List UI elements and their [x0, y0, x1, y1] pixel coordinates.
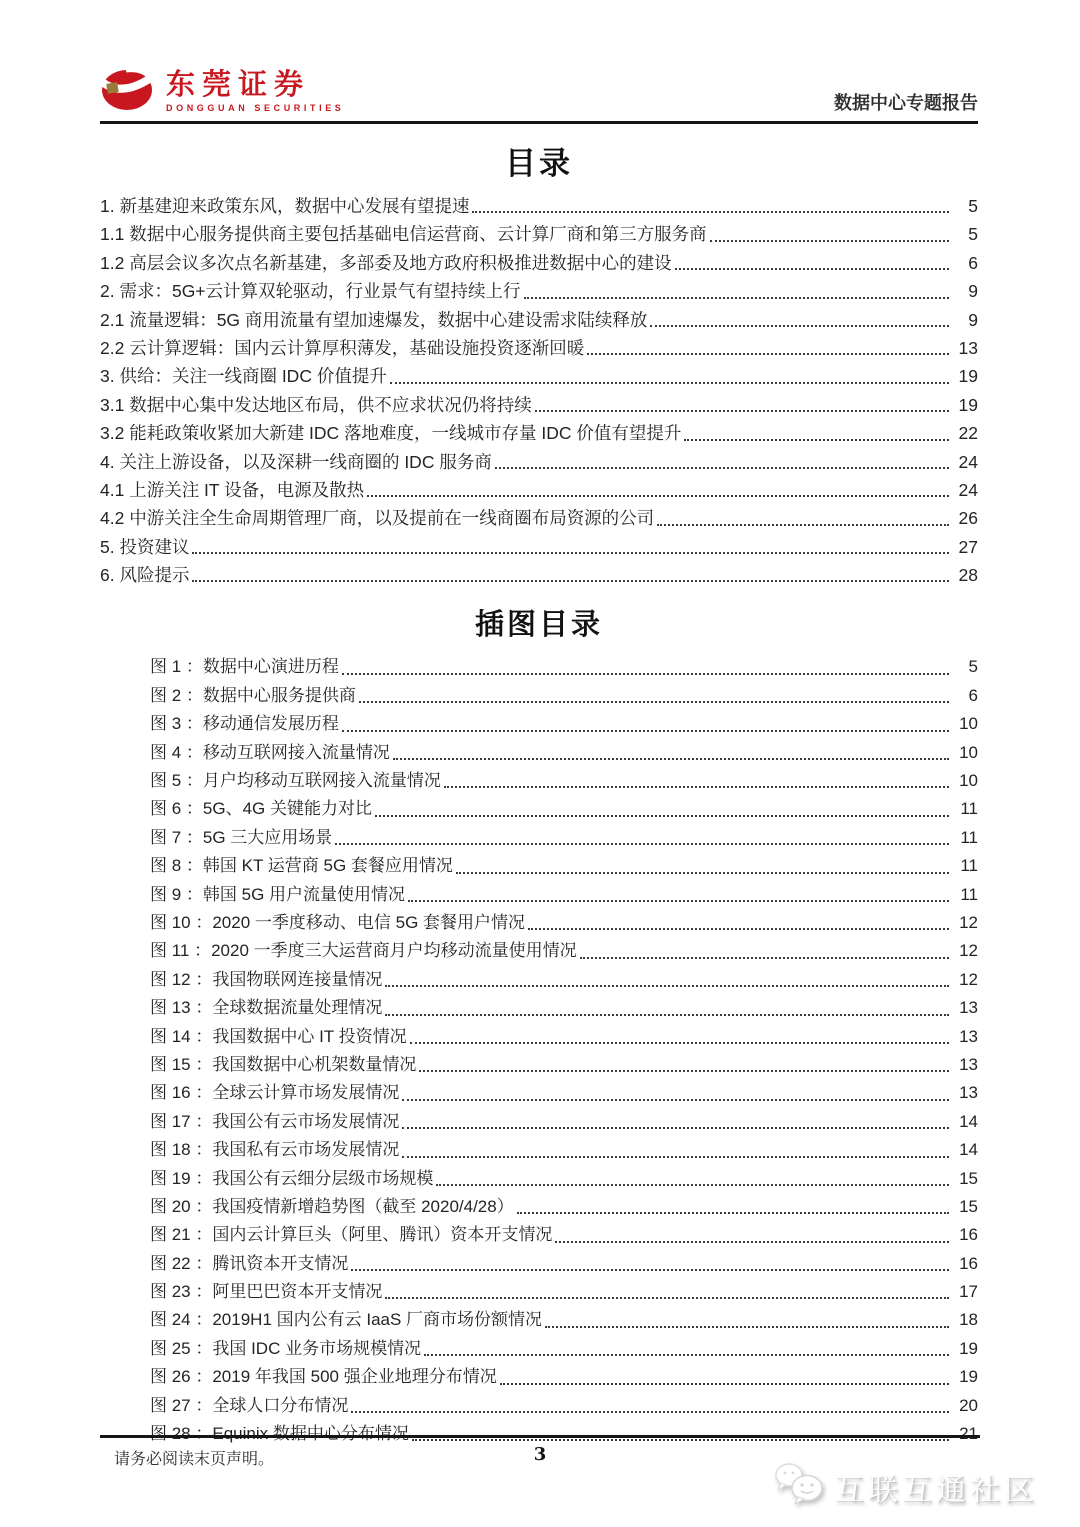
toc-entry-label: 4.1 上游关注 IT 设备，电源及散热 — [100, 479, 365, 500]
figure-entry-page: 13 — [959, 1054, 978, 1074]
figure-entry-label: 图 26 ：2019 年我国 500 强企业地理分布情况 — [150, 1367, 497, 1387]
toc-entry-page: 6 — [968, 252, 978, 273]
figure-entry-label: 图 7 ：5G 三大应用场景 — [150, 827, 333, 847]
figure-toc-entry[interactable] — [100, 1023, 978, 1051]
toc-entry-label: 3.1 数据中心集中发达地区布局，供不应求状况仍将持续 — [100, 394, 532, 415]
figure-toc-entry[interactable] — [100, 881, 978, 909]
dot-leader — [528, 928, 949, 930]
figure-entry-label: 图 8 ：韩国 KT 运营商 5G 套餐应用情况 — [150, 856, 453, 876]
toc-entry[interactable] — [100, 249, 978, 277]
figure-entry-label: 图 1 ：数据中心演进历程 — [150, 657, 339, 677]
figure-entry-label: 图 28 ：Equinix 数据中心分布情况 — [150, 1424, 409, 1444]
figure-entry-page: 20 — [959, 1395, 978, 1415]
figure-entry-label: 图 2 ：数据中心服务提供商 — [150, 685, 356, 705]
toc-title: 目录 — [505, 146, 573, 181]
dot-leader — [495, 467, 949, 469]
dot-leader — [524, 297, 949, 299]
figure-list — [100, 653, 978, 1448]
page-header — [0, 0, 1080, 124]
dot-leader — [390, 382, 949, 384]
figure-entry-page: 12 — [959, 969, 978, 989]
toc-entry[interactable] — [100, 362, 978, 390]
figure-entry-label: 图 4 ：移动互联网接入流量情况 — [150, 742, 390, 762]
figure-entry-page: 17 — [959, 1282, 978, 1302]
figure-entry-page: 15 — [959, 1168, 978, 1188]
toc-entry-label: 1.1 数据中心服务提供商主要包括基础电信运营商、云计算厂商和第三方服务商 — [100, 224, 707, 245]
dot-leader — [192, 552, 949, 554]
dot-leader — [385, 1014, 949, 1016]
figure-entry-page: 21 — [959, 1424, 978, 1444]
toc-entry[interactable] — [100, 561, 978, 589]
dot-leader — [456, 872, 949, 874]
toc-entry-label: 2.1 流量逻辑：5G 商用流量有望加速爆发，数据中心建设需求陆续释放 — [100, 309, 648, 330]
dot-leader — [402, 1127, 949, 1129]
figure-toc-entry[interactable] — [100, 710, 978, 738]
dot-leader — [555, 1241, 949, 1243]
dot-leader — [684, 439, 949, 441]
figure-entry-label: 图 15 ：我国数据中心机架数量情况 — [150, 1054, 417, 1074]
dot-leader — [500, 1383, 949, 1385]
dot-leader — [675, 268, 949, 270]
figure-entry-label: 图 23 ：阿里巴巴资本开支情况 — [150, 1282, 383, 1302]
figure-entry-label: 图 9 ：韩国 5G 用户流量使用情况 — [150, 884, 406, 904]
figure-toc-entry[interactable] — [100, 1335, 978, 1363]
dot-leader — [402, 1156, 949, 1158]
dot-leader — [517, 1212, 949, 1214]
figure-toc-entry[interactable] — [100, 1306, 978, 1334]
figure-entry-page: 13 — [959, 1083, 978, 1103]
figure-entry-page: 12 — [959, 912, 978, 932]
toc-entry[interactable] — [100, 277, 978, 305]
figure-entry-label: 图 11 ：2020 一季度三大运营商月户均移动流量使用情况 — [150, 941, 577, 961]
figure-entry-page: 12 — [959, 941, 978, 961]
toc-entry[interactable] — [100, 306, 978, 334]
figure-entry-page: 14 — [959, 1140, 978, 1160]
figure-entry-page: 16 — [959, 1225, 978, 1245]
figure-entry-page: 15 — [959, 1196, 978, 1216]
figure-entry-page: 19 — [959, 1338, 978, 1358]
toc-entry[interactable] — [100, 192, 978, 220]
dot-leader — [436, 1184, 949, 1186]
dot-leader — [385, 985, 949, 987]
figure-entry-page: 19 — [959, 1367, 978, 1387]
figure-entry-label: 图 24 ：2019H1 国内公有云 IaaS 厂商市场份额情况 — [150, 1310, 543, 1330]
dot-leader — [587, 353, 949, 355]
figure-entry-label: 图 22 ：腾讯资本开支情况 — [150, 1253, 349, 1273]
figure-entry-page: 11 — [960, 827, 978, 847]
toc-entry-page: 13 — [958, 337, 978, 358]
figure-entry-page: 11 — [960, 799, 978, 819]
figure-toc-entry[interactable] — [100, 909, 978, 937]
toc-entry-label: 4. 关注上游设备，以及深耕一线商圈的 IDC 服务商 — [100, 451, 492, 472]
toc-entry-page: 19 — [958, 394, 978, 415]
dot-leader — [192, 580, 949, 582]
brand-logo-icon — [100, 66, 156, 117]
toc-entry[interactable] — [100, 448, 978, 476]
figure-entry-page: 11 — [960, 856, 978, 876]
toc-entry-page: 9 — [968, 309, 978, 330]
figure-entry-page: 5 — [968, 657, 978, 677]
figure-entry-page: 13 — [959, 1026, 978, 1046]
figure-entry-page: 6 — [968, 685, 978, 705]
dot-leader — [402, 1099, 949, 1101]
toc-entry-label: 2. 需求：5G+云计算双轮驱动，行业景气有望持续上行 — [100, 281, 521, 302]
toc-entry-page: 24 — [958, 451, 978, 472]
dot-leader — [375, 815, 949, 817]
figure-entry-label: 图 16 ：全球云计算市场发展情况 — [150, 1083, 400, 1103]
toc-entry-label: 4.2 中游关注全生命周期管理厂商，以及提前在一线商圈布局资源的公司 — [100, 508, 655, 529]
figure-entry-label: 图 18 ：我国私有云市场发展情况 — [150, 1140, 400, 1160]
toc-entry[interactable] — [100, 220, 978, 248]
dot-leader — [444, 786, 949, 788]
toc-entry-page: 28 — [958, 565, 978, 586]
figure-entry-page: 10 — [959, 742, 978, 762]
toc-entry-label: 5. 投资建议 — [100, 536, 190, 557]
dot-leader — [472, 211, 949, 213]
figure-entry-page: 18 — [959, 1310, 978, 1330]
figure-toc-entry[interactable] — [100, 653, 978, 681]
figure-toc-entry[interactable] — [100, 739, 978, 767]
watermark — [774, 1462, 1038, 1511]
dot-leader — [419, 1070, 949, 1072]
figure-entry-page: 14 — [959, 1111, 978, 1131]
watermark-label: 互联互通社区 — [834, 1473, 1038, 1507]
header-divider — [100, 121, 978, 124]
figure-toc-entry[interactable] — [100, 1392, 978, 1420]
dot-leader — [342, 673, 949, 675]
figure-entry-label: 图 10 ：2020 一季度移动、电信 5G 套餐用户情况 — [150, 912, 526, 932]
page-number: 3 — [533, 1444, 547, 1465]
dot-leader — [342, 730, 949, 732]
figure-entry-label: 图 25 ：我国 IDC 业务市场规模情况 — [150, 1338, 422, 1358]
dot-leader — [335, 843, 949, 845]
toc-entry-label: 3.2 能耗政策收紧加大新建 IDC 落地难度，一线城市存量 IDC 价值有望提升 — [100, 423, 682, 444]
toc-entry-label: 2.2 云计算逻辑：国内云计算厚积薄发，基础设施投资逐渐回暖 — [100, 337, 585, 358]
figure-toc-entry[interactable] — [100, 767, 978, 795]
figure-toc-entry[interactable] — [100, 994, 978, 1022]
figure-entry-label: 图 3 ：移动通信发展历程 — [150, 714, 339, 734]
figure-entry-label: 图 21 ：国内云计算巨头（阿里、腾讯）资本开支情况 — [150, 1225, 553, 1245]
figure-toc-entry[interactable] — [100, 1363, 978, 1391]
toc-entry[interactable] — [100, 334, 978, 362]
toc-entry-label: 1.2 高层会议多次点名新基建，多部委及地方政府积极推进数据中心的建设 — [100, 252, 672, 273]
figure-toc-entry[interactable] — [100, 682, 978, 710]
figure-entry-page: 11 — [960, 884, 978, 904]
figure-entry-label: 图 14 ：我国数据中心 IT 投资情况 — [150, 1026, 407, 1046]
figure-toc-entry[interactable] — [100, 852, 978, 880]
dot-leader — [545, 1326, 949, 1328]
figure-entry-page: 13 — [959, 998, 978, 1018]
figure-entry-label: 图 13 ：全球数据流量处理情况 — [150, 998, 383, 1018]
figure-entry-page: 16 — [959, 1253, 978, 1273]
toc-entry-page: 5 — [968, 196, 978, 216]
figure-toc-entry[interactable] — [100, 1221, 978, 1249]
dot-leader — [424, 1354, 949, 1356]
figure-toc-entry[interactable] — [100, 824, 978, 852]
toc-entry-page: 24 — [958, 479, 978, 500]
toc-entry-page: 19 — [958, 366, 978, 387]
figure-entry-label: 图 12 ：我国物联网连接量情况 — [150, 969, 383, 989]
figure-toc-entry[interactable] — [100, 1051, 978, 1079]
brand-name-cn: 东莞证券 — [166, 68, 311, 101]
figure-entry-label: 图 17 ：我国公有云市场发展情况 — [150, 1111, 400, 1131]
dot-leader — [393, 758, 949, 760]
figure-entry-page: 10 — [959, 771, 978, 791]
figure-entry-label: 图 20 ：我国疫情新增趋势图（截至 2020/4/28） — [150, 1196, 514, 1216]
figure-toc-entry[interactable] — [100, 966, 978, 994]
figure-toc-entry[interactable] — [100, 1250, 978, 1278]
figures-title: 插图目录 — [474, 609, 603, 642]
figure-toc-entry[interactable] — [100, 1193, 978, 1221]
brand-name-en: DONGGUAN SECURITIES — [166, 102, 345, 113]
toc-entry-label: 3. 供给：关注一线商圈 IDC 价值提升 — [100, 366, 387, 387]
toc-entry-label: 1. 新基建迎来政策东风，数据中心发展有望提速 — [100, 196, 470, 216]
toc-entry-page: 27 — [958, 536, 978, 557]
dot-leader — [351, 1269, 949, 1271]
figure-toc-entry[interactable] — [100, 795, 978, 823]
dot-leader — [351, 1411, 949, 1413]
toc-entry-page: 5 — [968, 224, 978, 245]
dot-leader — [650, 325, 949, 327]
figure-entry-label: 图 19 ：我国公有云细分层级市场规模 — [150, 1168, 434, 1188]
dot-leader — [410, 1042, 949, 1044]
report-type-label: 数据中心专题报告 — [834, 93, 978, 113]
figure-toc-entry[interactable] — [100, 937, 978, 965]
wechat-icon — [774, 1462, 826, 1511]
figure-entry-label: 图 5 ：月户均移动互联网接入流量情况 — [150, 771, 441, 791]
toc-list — [100, 192, 978, 589]
toc-entry[interactable] — [100, 391, 978, 419]
dot-leader — [359, 701, 949, 703]
dot-leader — [408, 900, 949, 902]
figure-toc-entry[interactable] — [100, 1165, 978, 1193]
toc-entry-label: 6. 风险提示 — [100, 565, 190, 586]
toc-entry[interactable] — [100, 504, 978, 532]
figure-toc-entry[interactable] — [100, 1079, 978, 1107]
toc-entry-page: 9 — [968, 281, 978, 302]
toc-entry[interactable] — [100, 476, 978, 504]
brand-logo — [100, 66, 344, 117]
footer-disclaimer: 请务必阅读末页声明。 — [114, 1451, 275, 1468]
toc-entry[interactable] — [100, 419, 978, 447]
dot-leader — [657, 524, 949, 526]
dot-leader — [385, 1297, 949, 1299]
toc-entry[interactable] — [100, 533, 978, 561]
dot-leader — [710, 240, 949, 242]
figure-entry-page: 10 — [959, 714, 978, 734]
figure-toc-entry[interactable] — [100, 1108, 978, 1136]
figure-toc-entry[interactable] — [100, 1136, 978, 1164]
toc-entry-page: 26 — [958, 508, 978, 529]
figure-entry-label: 图 6 ：5G、4G 关键能力对比 — [150, 799, 372, 819]
toc-content — [0, 138, 1080, 1448]
page-footer — [0, 1435, 1080, 1527]
dot-leader — [580, 957, 949, 959]
figure-entry-label: 图 27 ：全球人口分布情况 — [150, 1395, 349, 1415]
toc-entry-page: 22 — [958, 423, 978, 444]
dot-leader — [367, 495, 949, 497]
dot-leader — [535, 410, 949, 412]
figure-toc-entry[interactable] — [100, 1278, 978, 1306]
